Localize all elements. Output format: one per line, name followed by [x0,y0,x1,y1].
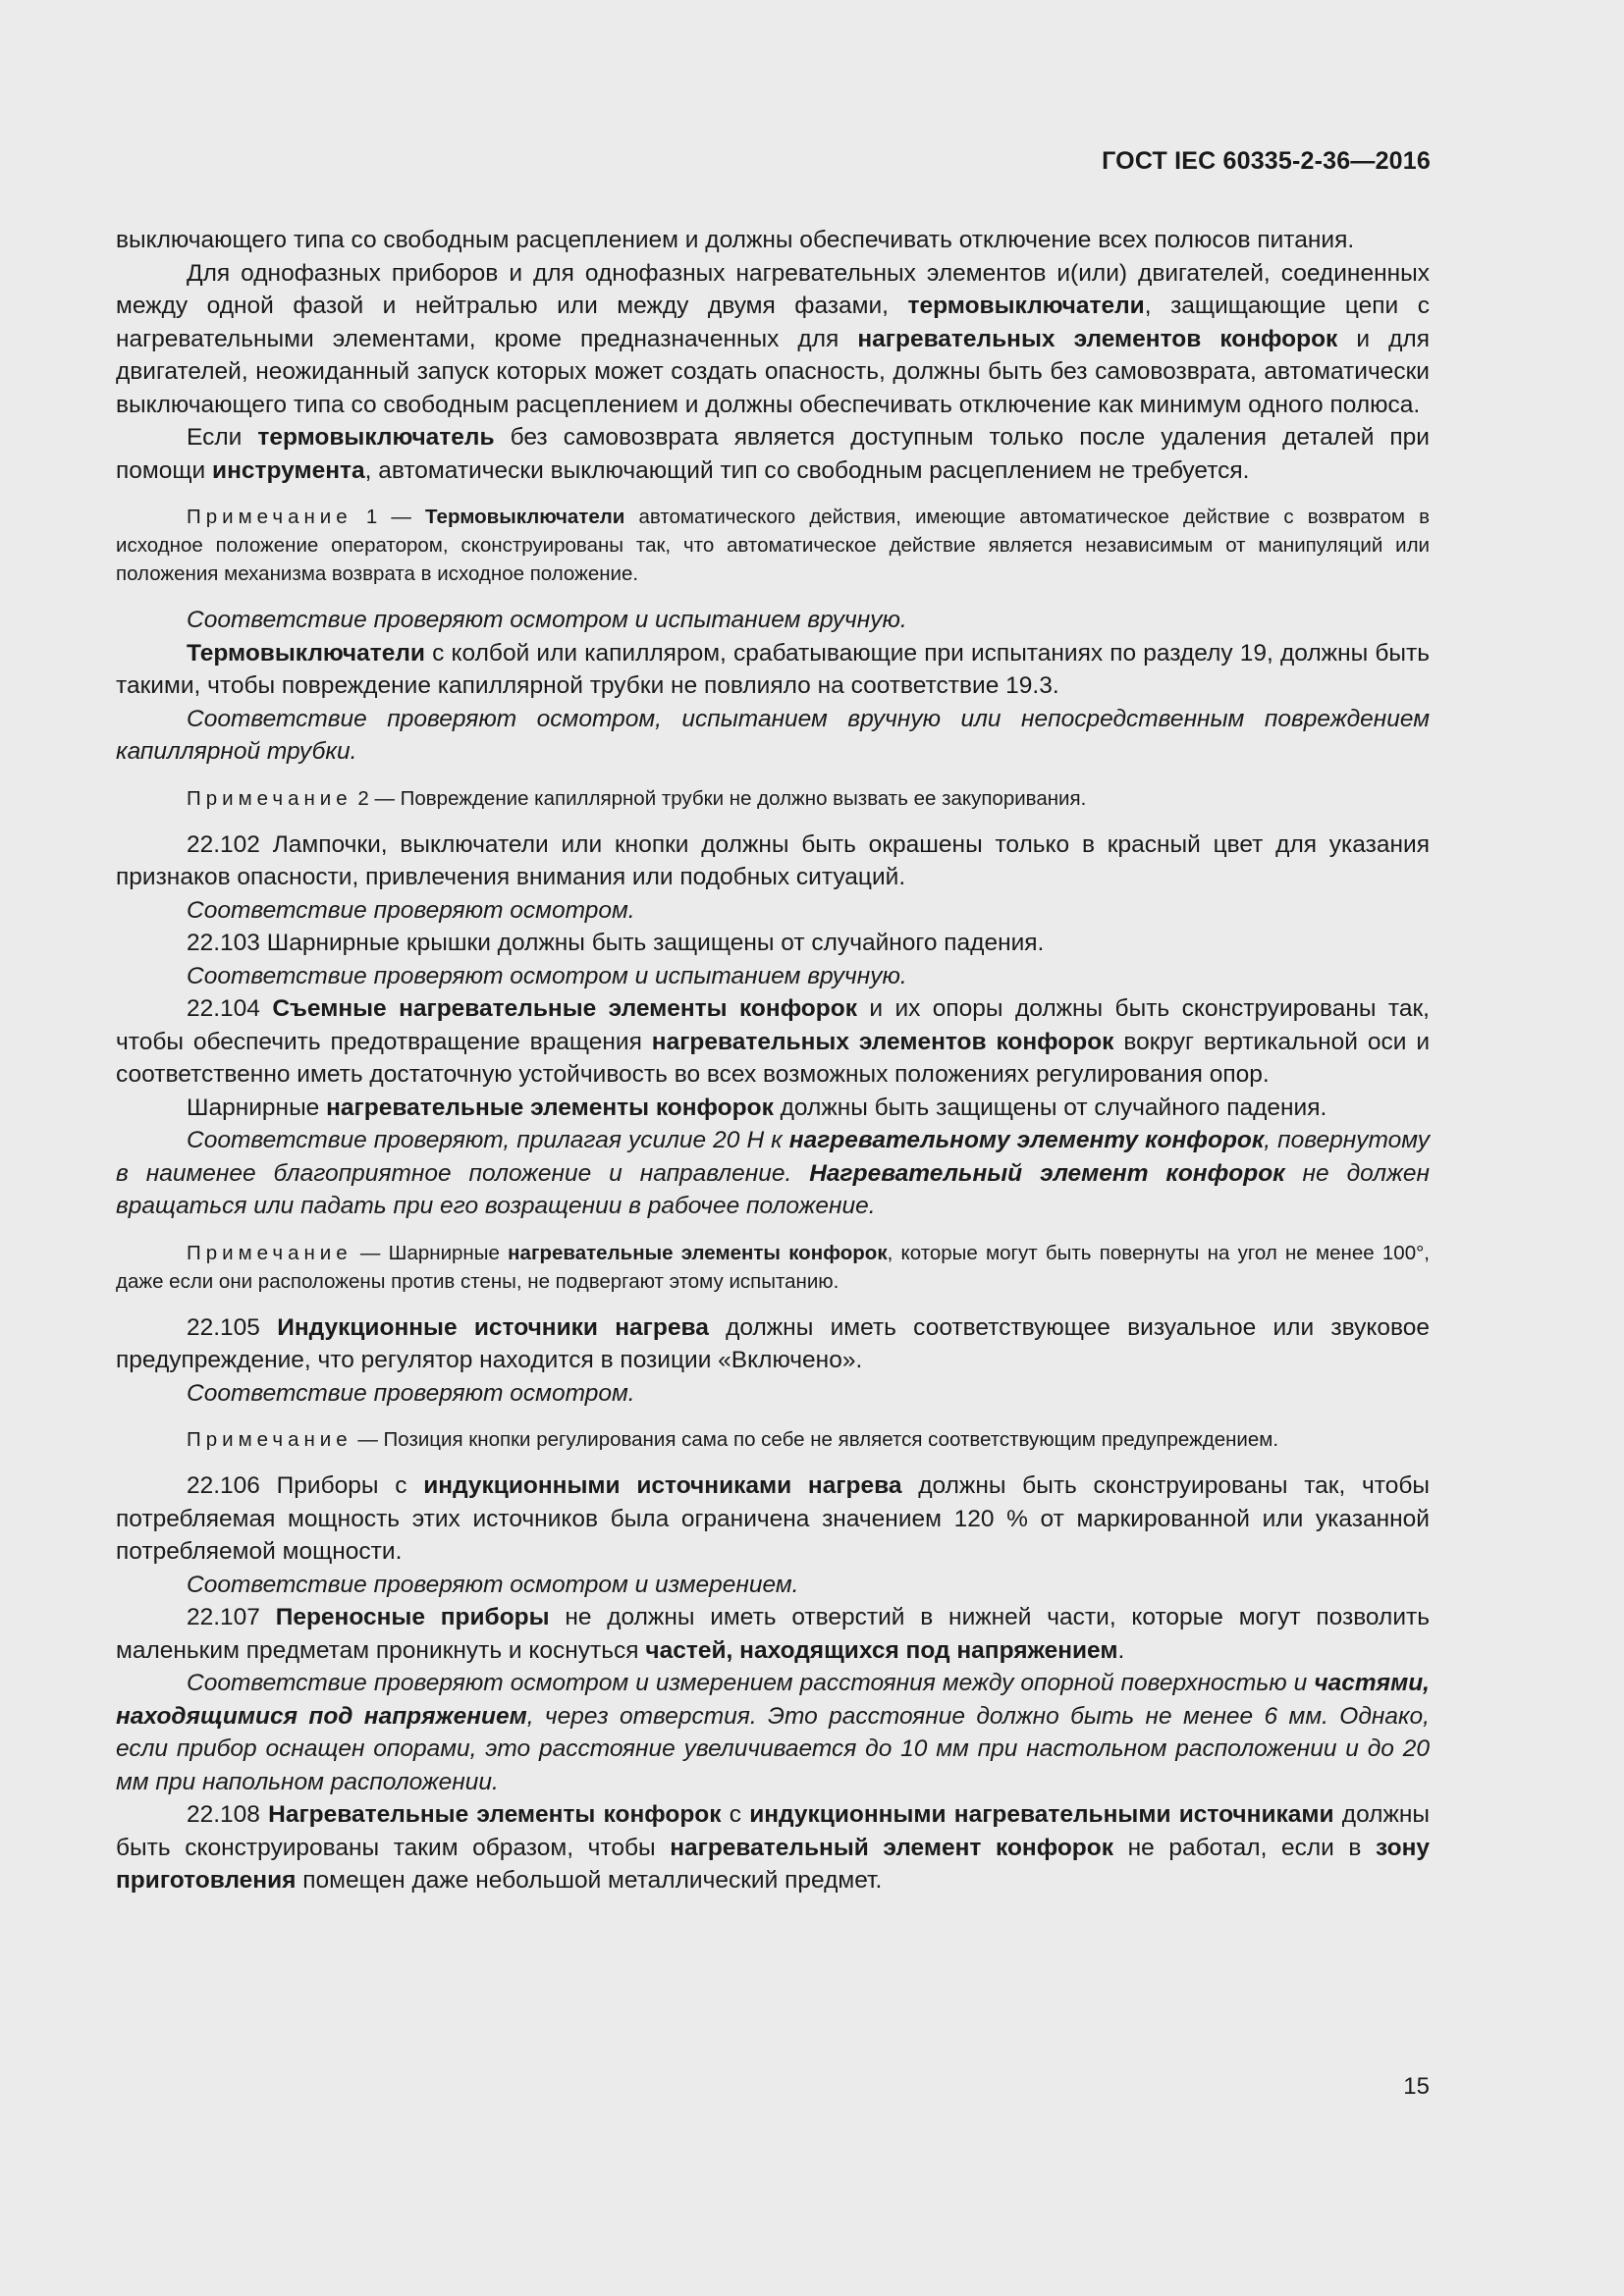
note-label: Примечание [187,786,352,810]
paragraph [116,1092,1430,1125]
paragraph [116,1377,1430,1411]
text-run: должны быть сконструированы так, чтобы потребляемая мощность этих источников была ограничена значением 120 % от маркированной или указанной потребляемой мощности. [116,1472,1430,1565]
text-run: Если [187,424,258,451]
text-run: . [1117,1636,1125,1664]
text-run: должны быть защищены от случайного падения. [773,1094,1327,1121]
paragraph [116,960,1430,993]
spacer [116,588,1430,604]
paragraph [116,1569,1430,1602]
text-run: , повернутому в наименее благоприятное положение и направление. [116,1127,1430,1187]
term-bold: частей, находящихся под напряжением [645,1636,1118,1664]
paragraph [116,1667,1430,1798]
term-bold: инструмента [212,456,365,484]
paragraph [116,1601,1430,1667]
note-paragraph [116,1239,1430,1296]
paragraph [116,828,1430,894]
term-bold: Съемные нагревательные элементы конфорок [272,995,857,1022]
term-bold: Нагревательные элементы конфорок [268,1801,722,1828]
text-run: без самовозврата является доступным только после удаления деталей при помощи [116,424,1430,484]
text-run: Соответствие проверяют, прилагая усилие 20 Н к [187,1127,789,1153]
term-bold: Переносные приборы [275,1604,550,1630]
paragraph [116,703,1430,769]
note-paragraph [116,503,1430,588]
spacer [116,1223,1430,1239]
text-run: , защищающие цепи с нагревательными элементами, кроме предназначенных для [116,293,1430,352]
spacer [116,487,1430,503]
text-run: Соответствие проверяют осмотром. [187,896,635,924]
text-run: Для однофазных приборов и для однофазных нагревательных элементов и(или) двигателей, соединенных между одной фазой и нейтралью или между двумя фазами, [116,259,1430,319]
term-bold: индукционными нагревательными источниками [749,1801,1334,1828]
spacer [116,813,1430,828]
paragraph [116,637,1430,703]
text-run: — Шарнирные [352,1241,509,1264]
paragraph [116,992,1430,1092]
term-bold: термовыключатель [257,424,495,451]
paragraph [116,1311,1430,1377]
text-run: 22.106 Приборы с [187,1472,424,1499]
text-run: Соответствие проверяют осмотром и испытанием вручную. [187,607,907,633]
text-run: , автоматически выключающий тип со свободным расцеплением не требуется. [364,456,1250,484]
term-bold: Нагревательный элемент конфорок [809,1159,1285,1187]
term-bold: нагревательных элементов конфорок [651,1028,1114,1055]
text-run: 22.102 Лампочки, выключатели или кнопки должны быть окрашены только в красный цвет для указания признаков опасности, привлечения внимания или подобных ситуаций. [116,830,1430,890]
text-run: выключающего типа со свободным расцеплением и должны обеспечивать отключение всех полюсов питания. [116,227,1355,253]
note-paragraph [116,784,1430,813]
paragraph [116,421,1430,487]
text-run: должны быть сконструированы таким образом, чтобы [116,1801,1430,1861]
term-bold: зону приготовления [116,1834,1431,1894]
term-bold: Термовыключатели [425,506,625,528]
text-run: , которые могут быть повернуты на угол не менее 100°, даже если они расположены против стены, не подвергают этому испытанию. [116,1241,1431,1293]
text-run: должны иметь соответствующее визуальное или звуковое предупреждение, что регулятор находится в позиции «Включено». [116,1313,1430,1373]
spacer [116,1410,1430,1425]
note-label: Примечание [187,1428,352,1451]
paragraph [116,257,1430,422]
text-run: Соответствие проверяют осмотром и испытанием вручную. [187,962,907,989]
text-run: 22.108 [187,1801,269,1828]
paragraph [116,927,1430,960]
text-run: 2 — Повреждение капиллярной трубки не должно вызвать ее закупоривания. [352,786,1087,810]
note-label: Примечание [187,506,352,528]
term-bold: индукционными источниками нагрева [423,1472,902,1499]
term-bold: нагревательных элементов конфорок [857,325,1338,352]
text-run: с колбой или капилляром, срабатывающие при испытаниях по разделу 19, должны быть такими, чтобы повреждение капиллярной трубки не повлияло на соответствие 19.3. [116,639,1430,699]
text-run: , через отверстия. Это расстояние должно быть не менее 6 мм. Однако, если прибор оснащен опорами, это расстояние увеличивается до 10 мм при настольном расположении и до 20 мм при напольном расположении. [116,1702,1430,1795]
text-run: и их опоры должны быть сконструированы так, чтобы обеспечить предотвращение вращения [116,995,1430,1055]
term-bold: нагревательный элемент конфорок [670,1834,1113,1861]
body-text [116,224,1430,1897]
term-bold: Индукционные источники нагрева [277,1313,709,1341]
text-run: 1 — [352,506,426,528]
paragraph [116,1469,1430,1569]
text-run: 22.105 [187,1313,278,1341]
paragraph [116,894,1430,928]
text-run: не работал, если в [1112,1834,1377,1861]
term-bold: нагревательному элементу конфорок [788,1127,1265,1153]
text-run: 22.104 [187,995,273,1022]
page-number: 15 [1403,2073,1430,2100]
text-run: 22.107 [187,1604,276,1630]
text-run: с [721,1801,750,1828]
spacer [116,1454,1430,1469]
text-run: Соответствие проверяют осмотром. [187,1379,635,1407]
spacer [116,769,1430,784]
text-run: Шарнирные [187,1094,327,1121]
term-bold: термовыключатели [907,293,1145,319]
note-paragraph [116,1425,1430,1454]
term-bold: нагревательные элементы конфорок [508,1241,888,1264]
text-run: вокруг вертикальной оси и соответственно иметь достаточную устойчивость во всех возможных положениях регулирования опор. [116,1028,1431,1088]
paragraph [116,1124,1430,1223]
text-run: помещен даже небольшой металлический предмет. [296,1867,883,1894]
text-run: Соответствие проверяют осмотром и измерением расстояния между опорной поверхностью и [187,1670,1315,1696]
paragraph [116,604,1430,637]
text-run: 22.103 Шарнирные крышки должны быть защищены от случайного падения. [187,930,1045,956]
text-run: Соответствие проверяют осмотром и измерением. [187,1571,799,1598]
term-bold: нагревательные элементы конфорок [326,1094,774,1121]
paragraph [116,1798,1430,1897]
paragraph [116,224,1430,257]
text-run: автоматического действия, имеющие автоматическое действие с возвратом в исходное положение оператором, сконструированы так, что автоматическое действие является независимым от манипуляций или положения механизма возврата в исходное положение. [116,506,1430,585]
spacer [116,1296,1430,1311]
text-run: — Позиция кнопки регулирования сама по себе не является соответствующим предупреждением. [352,1428,1279,1451]
text-run: и для двигателей, неожиданный запуск которых может создать опасность, должны быть без самовозврата, автоматически выключающего типа со свободным расцеплением и должны обеспечивать отключение как минимум одного полюса. [116,325,1430,418]
text-run: не должны иметь отверстий в нижней части, которые могут позволить маленьким предметам проникнуть и коснуться [116,1604,1430,1664]
text-run: Соответствие проверяют осмотром, испытанием вручную или непосредственным повреждением капиллярной трубки. [116,705,1430,765]
term-bold: частями, находящимися под напряжением [116,1670,1430,1730]
note-label: Примечание [187,1241,352,1264]
standard-header: ГОСТ IEC 60335-2-36—2016 [1102,147,1431,175]
term-bold: Термовыключатели [187,639,425,667]
text-run: не должен вращаться или падать при его возращении в рабочее положение. [116,1159,1430,1219]
